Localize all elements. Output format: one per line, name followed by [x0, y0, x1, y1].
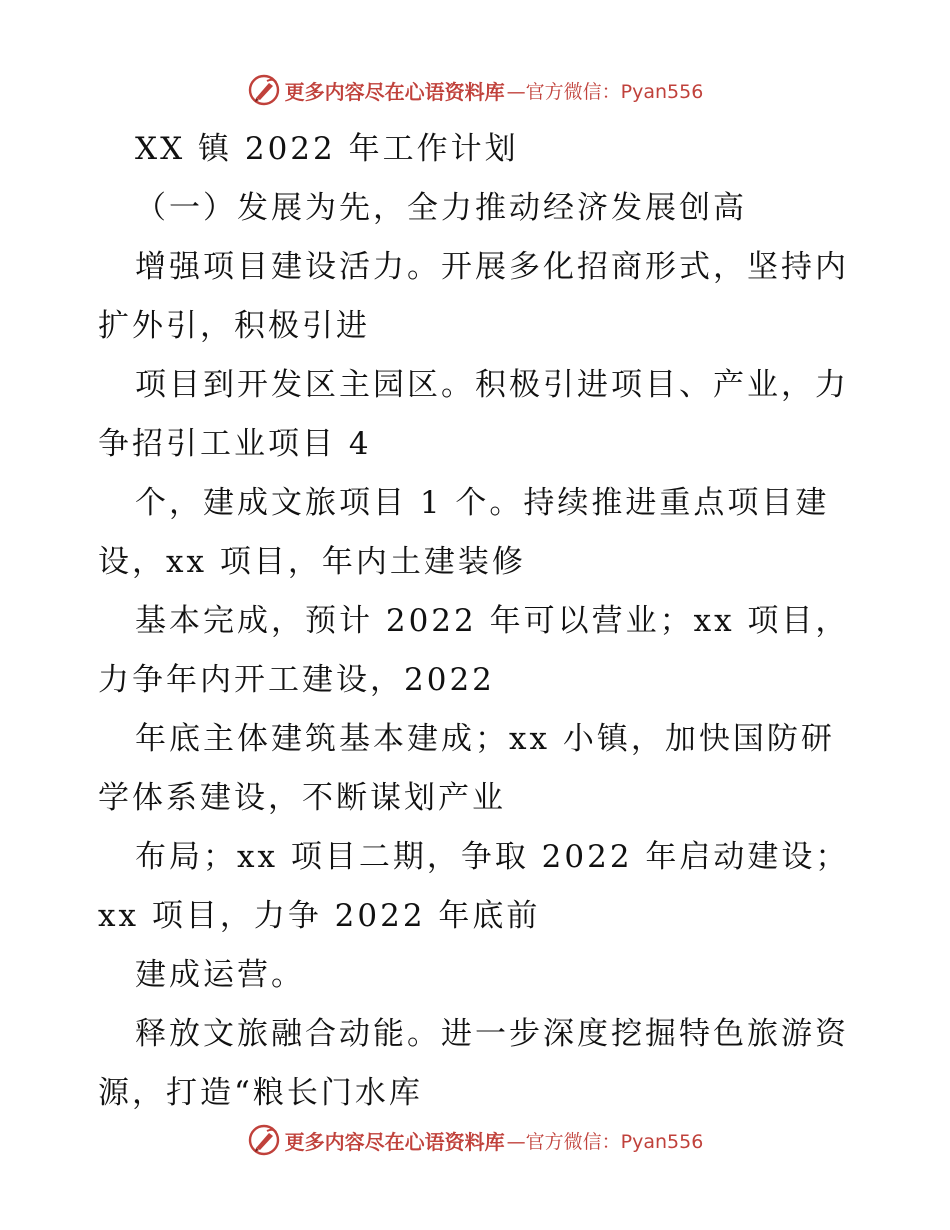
document-line: 项目到开发区主园区。积极引进项目、产业，力 — [135, 367, 849, 403]
document-line: 增强项目建设活力。开展多化招商形式，坚持内 — [135, 249, 849, 285]
document-line: （一）发展为先，全力推动经济发展创高 — [135, 190, 747, 226]
pen-logo-icon — [247, 1123, 281, 1157]
document-line: 布局；xx 项目二期，争取 2022 年启动建设； — [135, 839, 850, 875]
banner-wechat: —官方微信：Pyan556 — [506, 1130, 704, 1153]
document-line: 释放文旅融合动能。进一步深度挖掘特色旅游资 — [135, 1016, 849, 1052]
banner-title: 更多内容尽在心语资料库 — [284, 79, 505, 104]
document-line: 年底主体建筑基本建成；xx 小镇，加快国防研 — [135, 721, 835, 757]
header-banner — [0, 70, 950, 110]
document-line: XX 镇 2022 年工作计划 — [135, 131, 519, 167]
footer-banner — [0, 1120, 950, 1160]
document-line: 建成运营。 — [135, 957, 305, 993]
document-line: 学体系建设，不断谋划产业 — [98, 780, 506, 816]
document-body — [98, 120, 858, 1123]
document-line: 基本完成，预计 2022 年可以营业；xx 项目， — [135, 603, 850, 639]
banner-title: 更多内容尽在心语资料库 — [284, 1129, 505, 1154]
document-line: 设，xx 项目，年内土建装修 — [98, 544, 526, 580]
document-line: 个，建成文旅项目 1 个。持续推进重点项目建 — [135, 485, 830, 521]
document-line: 源，打造“粮长门水库 — [98, 1075, 423, 1111]
pen-logo-icon — [247, 73, 281, 107]
document-line: xx 项目，力争 2022 年底前 — [98, 898, 541, 934]
document-line: 力争年内开工建设，2022 — [98, 662, 495, 698]
banner-wechat: —官方微信：Pyan556 — [506, 80, 704, 103]
document-line: 扩外引，积极引进 — [98, 308, 370, 344]
document-line: 争招引工业项目 4 — [98, 426, 372, 462]
